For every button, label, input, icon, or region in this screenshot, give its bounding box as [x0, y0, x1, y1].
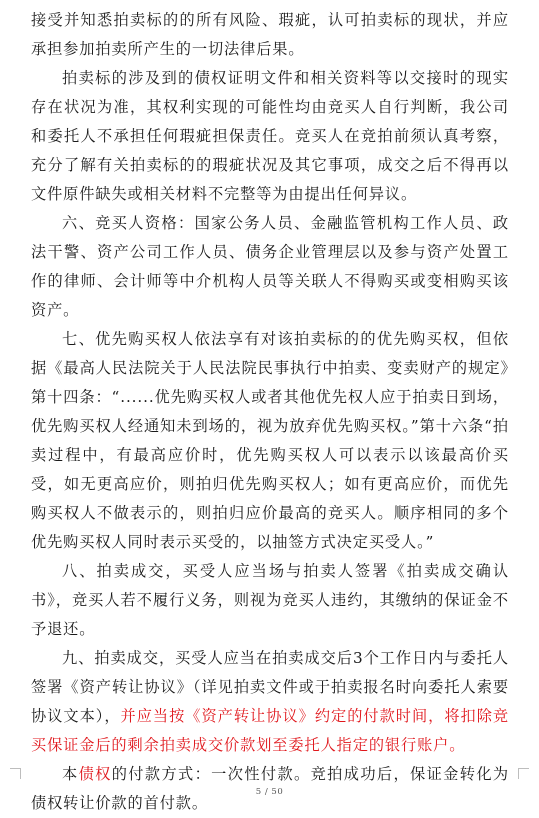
paragraph-4 [31, 325, 509, 557]
crop-mark-bottom-left [10, 768, 21, 779]
paragraph-run: 六、竞买人资格：国家公务人员、金融监管机构工作人员、政法干警、资产公司工作人员、债务企业管理层以及参与资产处置工作的律师、会计师等中介机构人员等关联人不得购买或变相购买该资产。 [31, 214, 509, 319]
document-body [31, 6, 509, 818]
crop-mark-bottom-right [518, 768, 529, 779]
paragraph-run: 八、拍卖成交，买受人应当场与拍卖人签署《拍卖成交确认书》，竞买人若不履行义务，则视为竞买人违约，其缴纳的保证金不予退还。 [31, 562, 509, 638]
paragraph-run-highlight: 并应当按《资产转让协议》约定的付款时间，将扣除竞买保证金后的剩余拍卖成交价款划至委托人指定的银行账户。 [31, 707, 509, 754]
paragraph-run-highlight: 债权 [78, 765, 112, 783]
page-number: 5 / 50 [255, 787, 284, 797]
paragraph-run: 九、拍卖成交，买受人应当在拍卖成交后3个工作日内与委托人签署《资产转让协议》（详见拍卖文件或于拍卖报名时向委托人索要协议文本）， [31, 649, 509, 725]
paragraph-1 [31, 6, 509, 64]
paragraph-run: 拍卖标的涉及到的债权证明文件和相关资料等以交接时的现实存在状况为准，其权利实现的可能性均由竞买人自行判断，我公司和委托人不承担任何瑕疵担保责任。竞买人在竞拍前须认真考察，充分了解有关拍卖标的的瑕疵状况及其它事项，成交之后不得再以文件原件缺失或相关材料不完整等为由提出任何异议。 [31, 69, 509, 203]
paragraph-3 [31, 209, 509, 325]
paragraph-5 [31, 557, 509, 644]
paragraph-run: 本 [62, 765, 79, 783]
paragraph-run: 的付款方式：一次性付款。竞拍成功后，保证金转化为债权转让价款的首付款。 [31, 765, 509, 812]
paragraph-run: 七、优先购买权人依法享有对该拍卖标的的优先购买权，但依据《最高人民法院关于人民法院民事执行中拍卖、变卖财产的规定》第十四条：“......优先购买权人或者其他优先权人应于拍卖日到场，优先购买权人经通知未到场的，视为放弃优先购买权。”第十六条“拍卖过程中，有最高应价时，优先购买权人可以表示以该最高价买受，如无更高应价，则拍归优先购买权人；如有更高应价，而优先购买权人不做表示的，则拍归应价最高的竞买人。顺序相同的多个优先购买权人同时表示买受的，以抽签方式决定买受人。” [31, 330, 509, 551]
paragraph-run: 接受并知悉拍卖标的的所有风险、瑕疵，认可拍卖标的现状，并应承担参加拍卖所产生的一切法律后果。 [31, 11, 509, 58]
paragraph-6 [31, 644, 509, 760]
paragraph-2 [31, 64, 509, 209]
